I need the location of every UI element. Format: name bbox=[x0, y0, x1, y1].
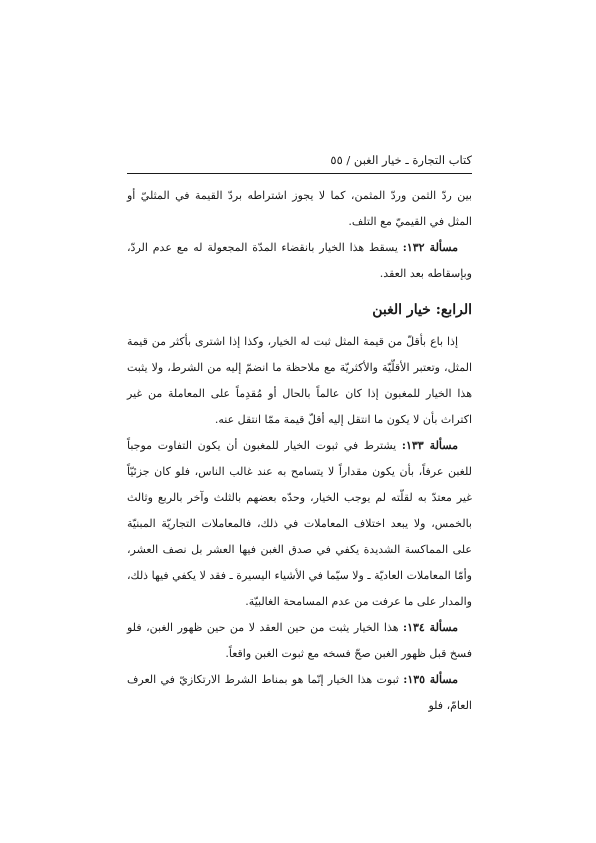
issue-label: مسألة ١٣٤: bbox=[403, 621, 458, 634]
issue-text: ثبوت هذا الخيار إنّما هو بمناط الشرط الارتكازيّ في العرف العامّ، فلو bbox=[127, 673, 472, 712]
paragraph-continuation: بين ردّ الثمن وردّ المثمن، كما لا يجوز اشتراطه بردّ القيمة في المثليّ أو المثل في القيميّ مع التلف. bbox=[127, 189, 472, 228]
issue-135 bbox=[127, 667, 472, 719]
issue-label: مسألة ١٣٢: bbox=[402, 241, 458, 254]
issue-133 bbox=[127, 433, 472, 615]
issue-label: مسألة ١٣٣: bbox=[401, 439, 458, 452]
paragraph-intro: إذا باع بأقلّ من قيمة المثل ثبت له الخيار، وكذا إذا اشترى بأكثر من قيمة المثل، وتعتبر الأقلّيّة والأكثريّة مع ملاحظة ما انضمّ إليه من الشرط، ولا يثبت هذا الخيار للمغبون إذا كان عالماً بالحال أو مُقدِماً على المعاملة من غير اكتراث بأن لا يكون ما انتقل إليه أقلّ قيمة ممّا انتقل عنه. bbox=[127, 335, 472, 426]
issue-text: يشترط في ثبوت الخيار للمغبون أن يكون التفاوت موجباً للغبن عرفاً، بأن يكون مقداراً لا يتسامح به عند غالب الناس، فلو كان جزئيّاً غير معتدّ به لقلّته لم يوجب الخيار، وحدّه بعضهم بالثلث وآخر بالربع وثالث بالخمس، ولا يبعد اختلاف المعاملات في ذلك، فالمعاملات التجاريّة المبنيّة على المماكسة الشديدة يكفي في صدق الغبن فيها العشر بل نصف العشر، وأمّا المعاملات العاديّة ـ ولا سيّما في الأشياء اليسيرة ـ فقد لا يكفي فيها ذلك، والمدار على ما عرفت من عدم المسامحة الغالبيّة. bbox=[127, 439, 472, 608]
issue-label: مسألة ١٣٥: bbox=[403, 673, 459, 686]
section-heading: الرابع: خيار الغبن bbox=[372, 302, 472, 318]
header-divider bbox=[127, 173, 472, 174]
page-body bbox=[127, 183, 472, 719]
running-header: كتاب التجارة ـ خيار الغبن / ٥٥ bbox=[330, 153, 472, 167]
issue-text: هذا الخيار يثبت من حين العقد لا من حين ظهور الغبن، فلو فسخ قبل ظهور الغبن صحّ فسخه مع ثبوت الغبن واقعاً. bbox=[127, 621, 472, 660]
issue-text: يسقط هذا الخيار بانقضاء المدّة المجعولة له مع عدم الردّ، وبإسقاطه بعد العقد. bbox=[127, 241, 472, 280]
issue-134 bbox=[127, 615, 472, 667]
issue-132 bbox=[127, 235, 472, 287]
